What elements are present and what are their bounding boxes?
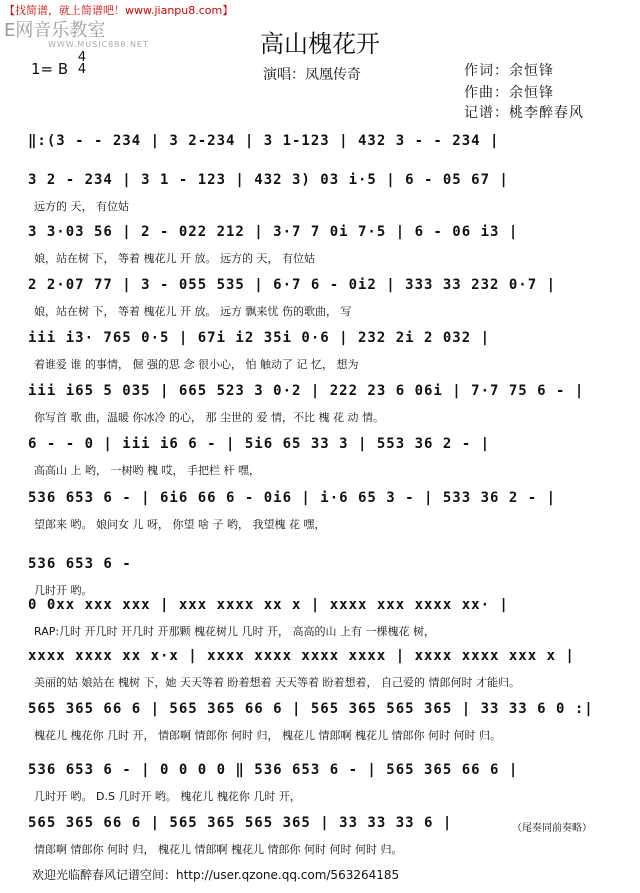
- notation-line: ‖:(3 - - 234 | 3 2-234 | 3 1-123 | 432 3 - - 234 |: [28, 133, 500, 149]
- lyricist: 作词：余恒锋: [464, 63, 554, 79]
- notation-line: 3 2 - 234 | 3 1 - 123 | 432 3) 03 i·5 | 6 - 05 67 |: [28, 172, 509, 188]
- lyric-line: 娘，站在树 下， 等着 槐花儿 开 放。 远方 飘来忧 伤的歌曲， 写: [34, 305, 352, 318]
- watermark-top: 【找简谱，就上简谱吧！www.jianpu8.com】: [4, 4, 234, 17]
- watermark-url: WWW.MUSIC888.NET: [48, 40, 149, 49]
- time-signature-top: 4: [77, 50, 87, 65]
- notation-line: 6 - - 0 | iii i6 6 - | 5i6 65 33 3 | 553 36 2 - |: [28, 436, 491, 452]
- notation-line: 0 0xx xxx xxx | xxx xxxx xx x | xxxx xxx xxxx xx· |: [28, 597, 509, 613]
- lyric-line: RAP:几时 开几时 开几时 开那颗 槐花树儿 几时 开， 高高的山 上有 一棵槐花 树，: [34, 625, 436, 638]
- notation-line: iii i65 5 035 | 665 523 3 0·2 | 222 23 6 06i | 7·7 75 6 - |: [28, 383, 585, 399]
- tail-note: （尾奏同前奏略）: [512, 823, 592, 834]
- notation-line: 3 3·03 56 | 2 - 022 212 | 3·7 7 0i 7·5 | 6 - 06 i3 |: [28, 224, 519, 240]
- lyric-line: 美丽的姑 娘站在 槐树 下，她 天天等着 盼着想着 天天等着 盼着想着， 自己爱的 情郎何时 才能归。: [34, 676, 520, 689]
- lyric-line: 远方的 天， 有位姑: [34, 200, 129, 213]
- lyric-line: 几时开 哟。 D.S 几时开 哟。 槐花儿 槐花你 几时 开，: [34, 790, 301, 803]
- lyric-line: 娘，站在树 下， 等着 槐花儿 开 放。 远方的 天， 有位姑: [34, 252, 315, 265]
- watermark-brand: E网音乐教室: [4, 20, 106, 41]
- key-signature: 1= B: [31, 60, 69, 78]
- footer: 欢迎光临醉春风记谱空间：http://user.qzone.qq.com/563264185: [32, 868, 400, 882]
- time-signature-bottom: 4: [77, 62, 87, 77]
- transcriber: 记谱：桃李醉春风: [464, 105, 584, 121]
- lyric-line: 着谁爱 谁 的事情， 倔 强的思 念 很小心， 怕 触动了 记 忆， 想为: [34, 358, 359, 371]
- notation-line: 536 653 6 - | 0 0 0 0 ‖ 536 653 6 - | 565 365 66 6 |: [28, 762, 519, 778]
- notation-line: xxxx xxxx xx x·x | xxxx xxxx xxxx xxxx | xxxx xxxx xxx x |: [28, 648, 575, 664]
- singer: 演唱：凤凰传奇: [263, 67, 361, 83]
- notation-line: 536 653 6 - | 6i6 66 6 - 0i6 | i·6 65 3 - | 533 36 2 - |: [28, 490, 557, 506]
- lyric-line: 望郎来 哟。 娘问女 儿 呀， 你望 啥 子 哟， 我望槐 花 嘿，: [34, 518, 326, 531]
- lyric-line: 你写首 歌 曲，温暖 你冰冷 的心， 那 尘世的 爱 情，不比 槐 花 动 情。: [34, 411, 384, 424]
- notation-line: 536 653 6 -: [28, 556, 132, 572]
- notation-line: iii i3· 765 0·5 | 67i i2 35i 0·6 | 232 2i 2 032 |: [28, 330, 491, 346]
- lyric-line: [34, 159, 610, 173]
- lyric-line: 槐花儿 槐花你 几时 开， 情郎啊 情郎你 何时 归， 槐花儿 情郎啊 槐花儿 情郎你 何时 何时 归。: [34, 729, 501, 742]
- song-title: 高山槐花开: [260, 30, 380, 58]
- notation-line: 2 2·07 77 | 3 - 055 535 | 6·7 6 - 0i2 | 333 33 232 0·7 |: [28, 277, 557, 293]
- lyric-line: 高高山 上 哟， 一树哟 槐 哎， 手把栏 杆 嘿，: [34, 464, 260, 477]
- time-signature: [75, 52, 89, 76]
- notation-line: 565 365 66 6 | 565 365 66 6 | 565 365 565 365 | 33 33 6 0 :|: [28, 701, 594, 717]
- lyric-line: 几时开 哟。: [34, 584, 93, 597]
- notation-line: 565 365 66 6 | 565 365 565 365 | 33 33 33 6 |: [28, 815, 453, 831]
- composer: 作曲：余恒锋: [464, 85, 554, 101]
- lyric-line: 情郎啊 情郎你 何时 归， 槐花儿 情郎啊 槐花儿 情郎你 何时 何时 何时 归。: [34, 843, 403, 856]
